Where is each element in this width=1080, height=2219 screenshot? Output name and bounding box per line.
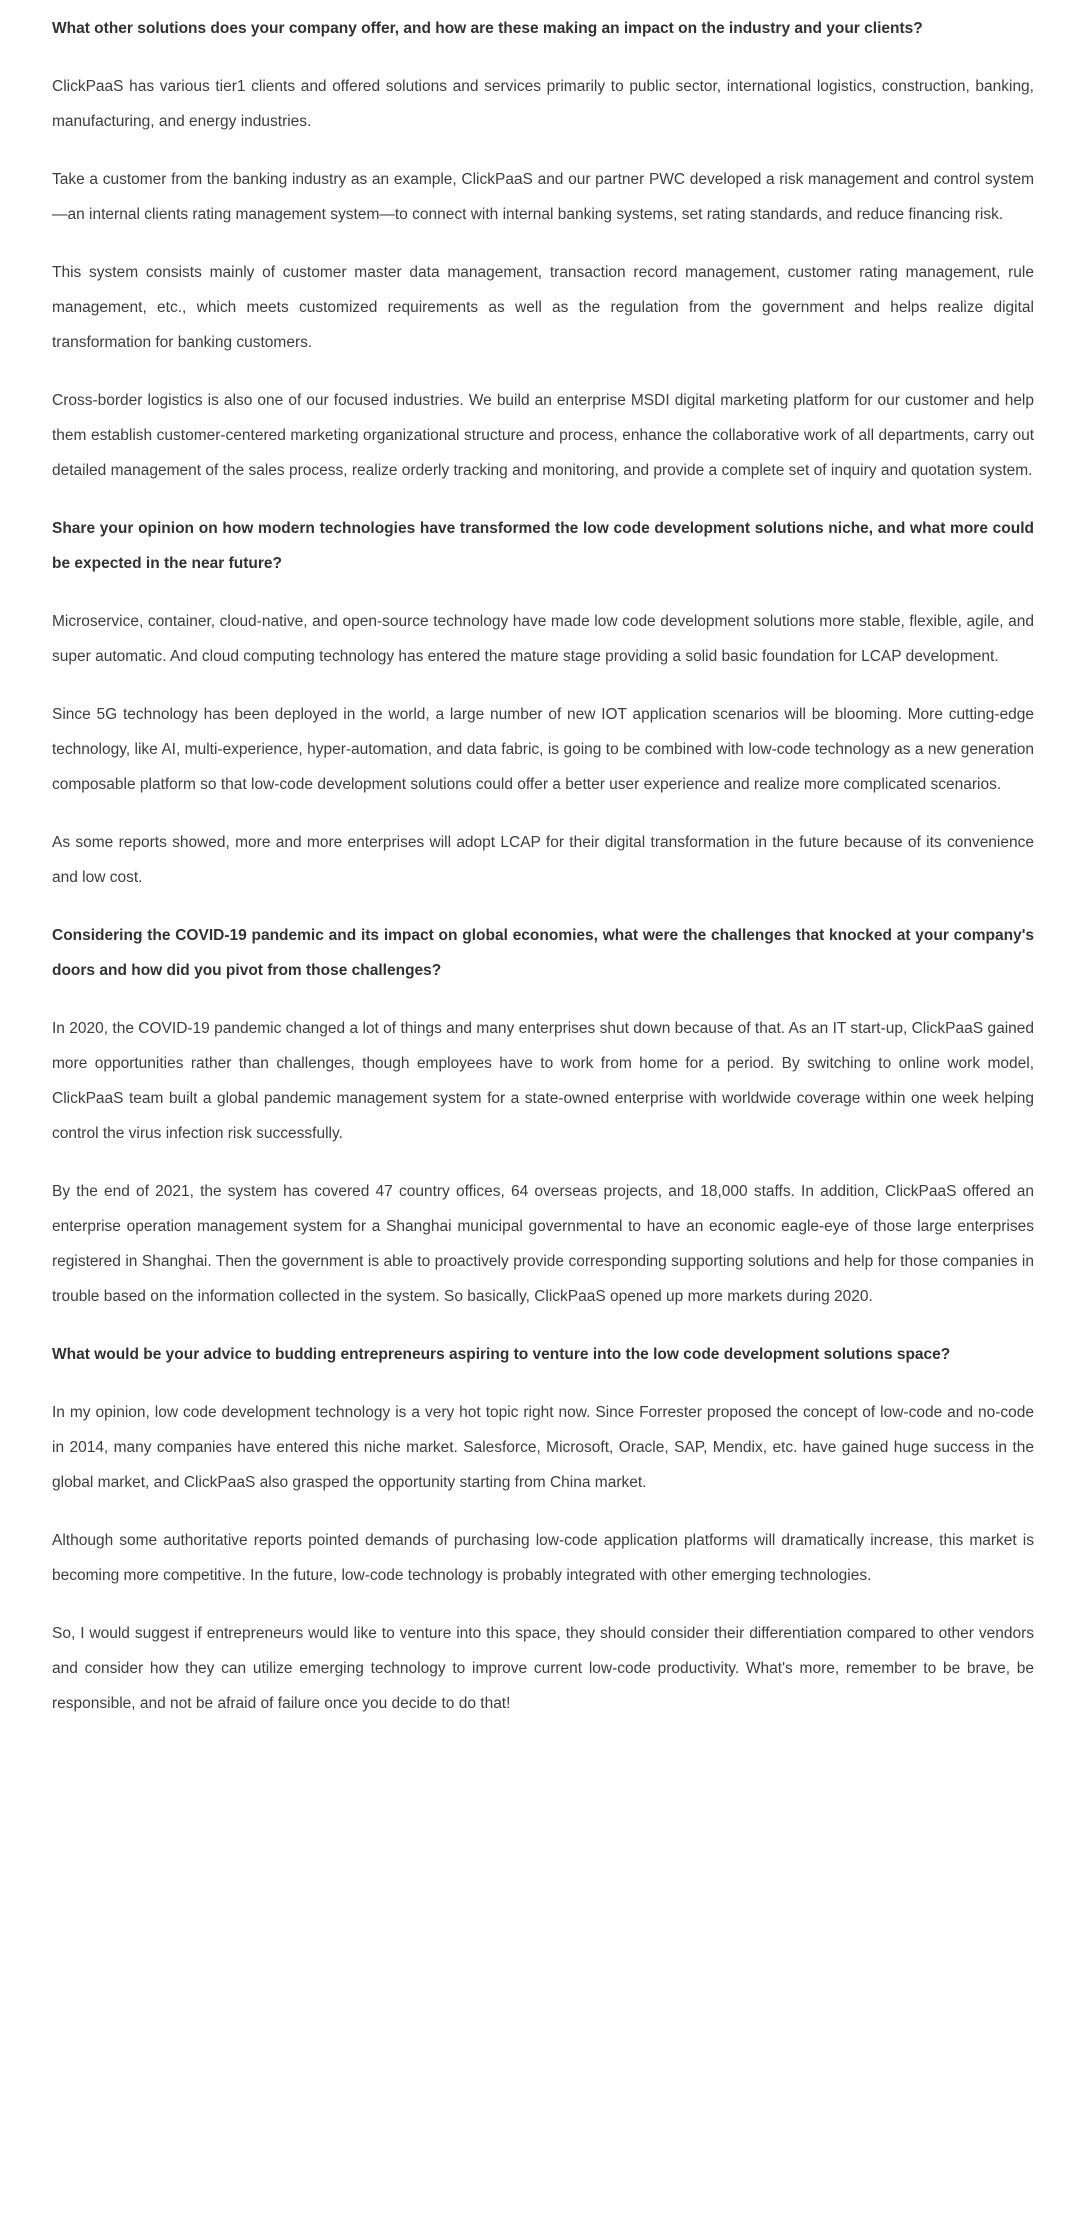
interview-question: Considering the COVID-19 pandemic and its impact on global economies, what were the challenges that knocked at your company's doors and how did you pivot from those challenges? <box>52 927 1034 979</box>
interview-answer: As some reports showed, more and more enterprises will adopt LCAP for their digital transformation in the future because of its convenience and low cost. <box>52 834 1034 886</box>
interview-answer: Take a customer from the banking industry as an example, ClickPaaS and our partner PWC developed a risk management and control system—an internal clients rating management system—to connect with internal banking systems, set rating standards, and reduce financing risk. <box>52 171 1034 223</box>
interview-answer: So, I would suggest if entrepreneurs would like to venture into this space, they should consider their differentiation compared to other vendors and consider how they can utilize emerging technology to improve current low-code productivity. What's more, remember to be brave, be responsible, and not be afraid of failure once you decide to do that! <box>52 1625 1034 1712</box>
interview-answer: ClickPaaS has various tier1 clients and offered solutions and services primarily to public sector, international logistics, construction, banking, manufacturing, and energy industries. <box>52 78 1034 130</box>
interview-answer: Since 5G technology has been deployed in the world, a large number of new IOT application scenarios will be blooming. More cutting-edge technology, like AI, multi-experience, hyper-automation, and data fabric, is going to be combined with low-code technology as a new generation composable platform so that low-code development solutions could offer a better user experience and realize more complicated scenarios. <box>52 706 1034 793</box>
interview-answer: In 2020, the COVID-19 pandemic changed a lot of things and many enterprises shut down because of that. As an IT start-up, ClickPaaS gained more opportunities rather than challenges, though employees have to work from home for a period. By switching to online work model, ClickPaaS team built a global pandemic management system for a state-owned enterprise with worldwide coverage within one week helping control the virus infection risk successfully. <box>52 1020 1034 1142</box>
interview-answer: In my opinion, low code development technology is a very hot topic right now. Since Forrester proposed the concept of low-code and no-code in 2014, many companies have entered this niche market. Salesforce, Microsoft, Oracle, SAP, Mendix, etc. have gained huge success in the global market, and ClickPaaS also grasped the opportunity starting from China market. <box>52 1404 1034 1491</box>
interview-answer: Microservice, container, cloud-native, and open-source technology have made low code development solutions more stable, flexible, agile, and super automatic. And cloud computing technology has entered the mature stage providing a solid basic foundation for LCAP development. <box>52 613 1034 665</box>
interview-question: Share your opinion on how modern technologies have transformed the low code development solutions niche, and what more could be expected in the near future? <box>52 520 1034 572</box>
interview-question: What would be your advice to budding entrepreneurs aspiring to venture into the low code development solutions space? <box>52 1346 951 1363</box>
interview-answer: This system consists mainly of customer master data management, transaction record management, customer rating management, rule management, etc., which meets customized requirements as well as the regulation from the government and helps realize digital transformation for banking customers. <box>52 264 1034 351</box>
interview-answer: Although some authoritative reports pointed demands of purchasing low-code application platforms will dramatically increase, this market is becoming more competitive. In the future, low-code technology is probably integrated with other emerging technologies. <box>52 1532 1034 1584</box>
interview-question: What other solutions does your company offer, and how are these making an impact on the industry and your clients? <box>52 20 923 37</box>
interview-answer: By the end of 2021, the system has covered 47 country offices, 64 overseas projects, and 18,000 staffs. In addition, ClickPaaS offered an enterprise operation management system for a Shanghai municipal governmental to have an economic eagle-eye of those large enterprises registered in Shanghai. Then the government is able to proactively provide corresponding supporting solutions and help for those companies in trouble based on the information collected in the system. So basically, ClickPaaS opened up more markets during 2020. <box>52 1183 1034 1305</box>
interview-answer: Cross-border logistics is also one of our focused industries. We build an enterprise MSDI digital marketing platform for our customer and help them establish customer-centered marketing organizational structure and process, enhance the collaborative work of all departments, carry out detailed management of the sales process, realize orderly tracking and monitoring, and provide a complete set of inquiry and quotation system. <box>52 392 1034 479</box>
